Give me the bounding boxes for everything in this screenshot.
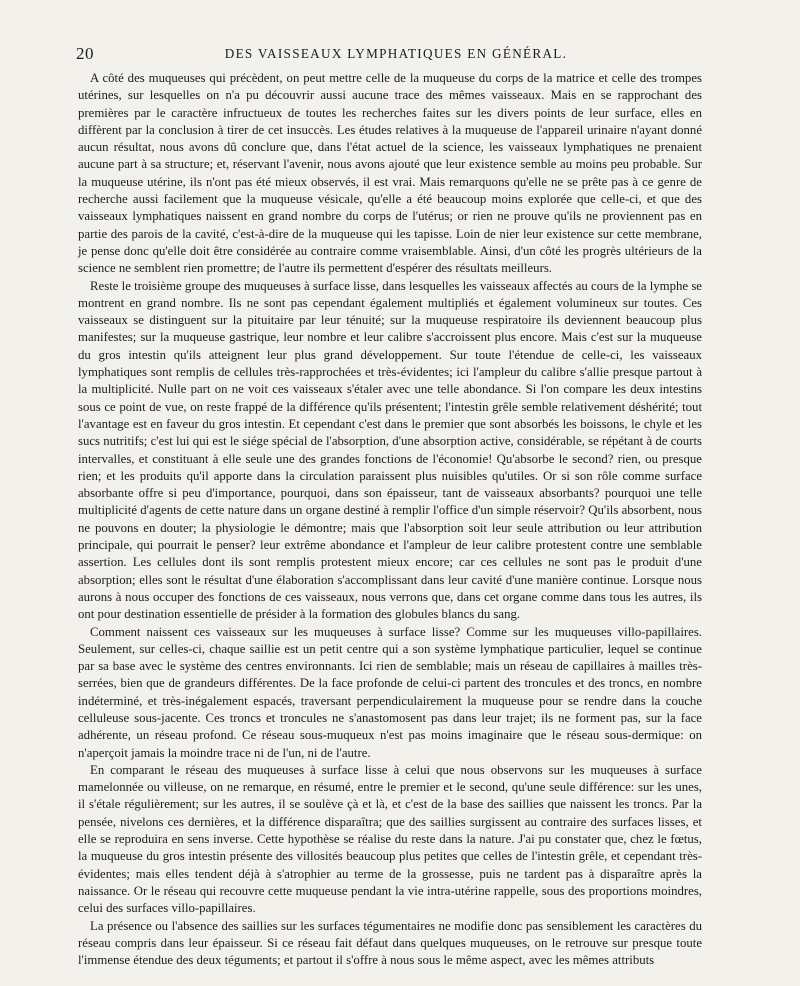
running-title: DES VAISSEAUX LYMPHATIQUES EN GÉNÉRAL. <box>224 46 568 61</box>
paragraph: Comment naissent ces vaisseaux sur les muqueuses à surface lisse? Comme sur les muqueuses villo-papillaires. Seulement, sur celles-ci, chaque saillie est un petit centre qui a son système lymphatique particulier, lequel se continue par sa base avec le système des centres environnants. Ici rien de semblable; mais un réseau de capillaires à mailles très-serrées, bien que de grandeurs différentes. De la face profonde de celui-ci partent des troncules et des troncs, en nombre indéterminé, et très-inégalement espacés, traversant perpendiculairement la muqueuse pour se rendre dans la couche celluleuse sous-jacente. Ces troncs et troncules ne s'anastomosent pas dans leur trajet; ils ne forment pas, sur la face adhérente, un réseau profond. Ce réseau sous-muqueux n'est pas moins imaginaire que le réseau sous-dermique: on n'aperçoit jamais la moindre trace ni de l'un, ni de l'autre. <box>78 624 702 760</box>
page-number: 20 <box>76 44 94 63</box>
paragraph: En comparant le réseau des muqueuses à surface lisse à celui que nous observons sur les muqueuses à surface mamelonnée ou villeuse, on ne remarque, en résumé, entre le premier et le second, qu'une seule différence: sur les unes, il s'étale régulièrement; sur les autres, il se soulève çà et là, et c'est de la base des saillies que naissent les troncs. Par la pensée, nivelons ces dernières, et la différence disparaîtra; que des saillies surgissent au contraire des surfaces lisses, et elle se reproduira en sens inverse. Cette hypothèse se réalise du reste dans la nature. J'ai pu constater que, chez le fœtus, la muqueuse du gros intestin présente des villosités beaucoup plus petites que celles de l'intestin grêle, et cependant très-évidentes; mais elles tendent déjà à s'atrophier au terme de la grossesse, puis ne tardent pas à disparaître après la naissance. Or le réseau qui recouvre cette muqueuse pendant la vie intra-utérine rappelle, sous des proportions moindres, celui des surfaces villo-papillaires. <box>78 762 702 916</box>
paragraph: A côté des muqueuses qui précèdent, on peut mettre celle de la muqueuse du corps de la matrice et celle des trompes utérines, sur lesquelles on n'a pu découvrir aussi aucune trace des mêmes vaisseaux. Mais en se rapprochant des premières par le caractère infructueux de toutes les recherches faites sur les divers points de leur surface, elles en diffèrent par la conclusion à tirer de cet insuccès. Les études relatives à la muqueuse de l'appareil urinaire n'ayant donné aucun résultat, nous avons dû conclure que, dans l'état actuel de la science, les vaisseaux lymphatiques ne prenaient aucune part à sa structure; et, réservant l'avenir, nous avons ajouté que leur existence semble au moins peu probable. Sur la muqueuse utérine, ils n'ont pas été mieux observés, il est vrai. Mais remarquons qu'elle ne se prête pas à ce genre de recherche aussi facilement que la muqueuse vésicale, qu'elle a été beaucoup moins explorée que celle-ci, et que des vaisseaux lymphatiques naissent en grand nombre du corps de l'utérus; or rien ne prouve qu'ils ne proviennent pas en partie des parois de la cavité, c'est-à-dire de la muqueuse qui les tapisse. Loin de nier leur existence sur cette membrane, je pense donc qu'elle doit être considérée au contraire comme vraisemblable. Ainsi, d'un côté les progrès ultérieurs de la science ne semblent rien promettre; de l'autre ils permettent d'espérer des résultats meilleurs. <box>78 71 702 276</box>
running-header <box>76 44 716 66</box>
body-text <box>78 70 702 969</box>
paragraph: La présence ou l'absence des saillies sur les surfaces tégumentaires ne modifie donc pas sensiblement les caractères du réseau compris dans leur épaisseur. Si ce réseau fait défaut dans quelques muqueuses, on le retrouve sur presque toute l'immense étendue des deux téguments; et partout il s'offre à nous sous le même aspect, avec les mêmes attributs <box>78 918 702 968</box>
paragraph: Reste le troisième groupe des muqueuses à surface lisse, dans lesquelles les vaisseaux affectés au cours de la lymphe se montrent en grand nombre. Ils ne sont pas cependant également multipliés et également volumineux sur toutes. Ces vaisseaux se distinguent sur la pituitaire par leur ténuité; sur la muqueuse respiratoire ils deviennent beaucoup plus manifestes; sur la muqueuse gastrique, leur nombre et leur calibre s'accroissent plus encore. Mais c'est sur la muqueuse du gros intestin qu'ils atteignent leur plus grand développement. Sur toute l'étendue de celle-ci, les vaisseaux lymphatiques sont remplis de cellules très-rapprochées et très-évidentes; ici l'ampleur du calibre s'allie presque partout à la multiplicité. Nulle part on ne voit ces vaisseaux s'étaler avec une telle abondance. Si l'on compare les deux intestins sous ce point de vue, on reste frappé de la différence qu'ils présentent; l'intestin grêle semble relativement déshérité; tout l'avantage est en faveur du gros intestin. Et cependant c'est dans le premier que sont absorbés les boissons, le chyle et les sucs nutritifs; c'est lui qui est le siége spécial de l'absorption, d'une absorption active, considérable, se répétant à de courts intervalles, et constituant à elle seule une des grandes fonctions de l'économie! Qu'absorbe le second? rien, ou presque rien; et les produits qu'il apporte dans la circulation paraissent plus nuisibles qu'utiles. Or si son rôle comme surface absorbante offre si peu d'importance, pourquoi, dans son épaisseur, tant de vaisseaux absorbants? pourquoi une telle multiplicité d'agents de cette nature dans un organe destiné à remplir l'office d'un simple réservoir? Qu'ils absorbent, nous ne pouvons en douter; la physiologie le démontre; mais que l'absorption soit leur seule attribution ou leur attribution principale, qui pourrait le penser? leur extrême abondance et l'ampleur de leur calibre protestent contre une semblable assertion. Les cellules dont ils sont remplis protestent mieux encore; car ces cellules ne sont pas le produit d'une absorption; elles sont le résultat d'une élaboration s'accomplissant dans leur cavité d'une manière continue. Lorsque nous aurons à nous occuper des fonctions de ces vaisseaux, nous verrons que, dans cet organe comme dans tous les autres, ils ont pour destination essentielle de présider à la formation des globules blancs du sang. <box>78 278 702 622</box>
